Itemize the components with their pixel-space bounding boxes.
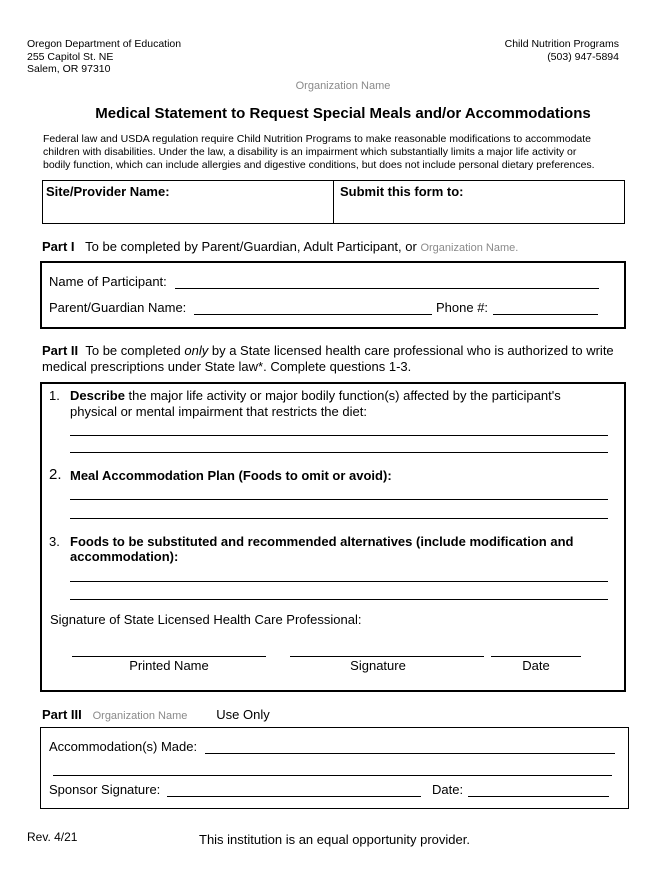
printed-name-field[interactable] xyxy=(72,656,266,657)
organization-name-placeholder: Organization Name xyxy=(295,80,391,92)
participant-label: Name of Participant: xyxy=(49,274,167,289)
q1-text xyxy=(70,388,561,403)
part2-text: To be completed xyxy=(85,343,181,358)
intro-line: Federal law and USDA regulation require Child Nutrition Programs to make reasonable modifications to accommodate xyxy=(43,133,592,145)
q1-text-line2: physical or mental impairment that restricts the diet: xyxy=(70,404,367,419)
submit-form-label: Submit this form to: xyxy=(340,184,464,199)
part3-label: Part III xyxy=(42,707,82,722)
part2-heading xyxy=(42,343,614,358)
q3-text: Foods to be substituted and recommended alternatives (include modification and xyxy=(70,534,574,549)
guardian-label: Parent/Guardian Name: xyxy=(49,300,187,315)
phone-label: Phone #: xyxy=(436,300,489,315)
part2-label: Part II xyxy=(42,343,79,358)
part2-text: by a State licensed health care professional who is authorized to write xyxy=(211,343,614,358)
revision-date: Rev. 4/21 xyxy=(27,830,78,844)
q1-describe: Describe xyxy=(70,388,125,403)
phone-field[interactable] xyxy=(493,314,598,315)
accommodations-field[interactable] xyxy=(205,753,615,754)
intro-line: bodily function, which can include allergies and digestive conditions, but does not include personal dietary preferences. xyxy=(43,159,595,171)
part1-box xyxy=(40,261,626,329)
submit-form-field[interactable] xyxy=(336,200,622,222)
q1-number: 1. xyxy=(49,388,60,403)
q3-answer-line[interactable] xyxy=(70,581,608,582)
agency-address xyxy=(27,38,181,76)
part3-use-only: Use Only xyxy=(216,707,270,722)
accommodations-label: Accommodation(s) Made: xyxy=(49,739,198,754)
part3-heading xyxy=(42,707,270,722)
q2-answer-line[interactable] xyxy=(70,499,608,500)
intro-line: children with disabilities. Under the law, a disability is an impairment which substantially limits a major life activity or xyxy=(43,146,577,158)
part1-text: To be completed by Parent/Guardian, Adult Participant, or xyxy=(85,239,417,254)
agency-name: Oregon Department of Education xyxy=(27,38,182,50)
site-submit-divider xyxy=(333,180,334,224)
sponsor-signature-field[interactable] xyxy=(167,796,421,797)
signature-field[interactable] xyxy=(290,656,484,657)
program-name: Child Nutrition Programs xyxy=(504,38,619,50)
intro-paragraph xyxy=(43,133,643,172)
q1-answer-line[interactable] xyxy=(70,435,608,436)
q3-number: 3. xyxy=(49,534,60,549)
part1-label: Part I xyxy=(42,239,75,254)
page-title: Medical Statement to Request Special Meals and/or Accommodations xyxy=(95,105,591,122)
part1-org-placeholder: Organization Name. xyxy=(420,242,519,254)
q1-answer-line[interactable] xyxy=(70,452,608,453)
agency-city: Salem, OR 97310 xyxy=(27,63,111,75)
part3-org-placeholder: Organization Name xyxy=(92,710,188,722)
site-provider-field[interactable] xyxy=(44,200,331,222)
part2-only-emphasis: only xyxy=(184,343,209,358)
q1-rest: the major life activity or major bodily function(s) affected by the participant's xyxy=(128,388,561,403)
signature-heading: Signature of State Licensed Health Care Professional: xyxy=(50,612,362,627)
q3-answer-line[interactable] xyxy=(70,599,608,600)
q3-text-line2: accommodation): xyxy=(70,549,179,564)
part1-heading xyxy=(42,239,518,254)
accommodations-field-line2[interactable] xyxy=(53,775,612,776)
signature-caption: Signature xyxy=(350,658,406,673)
q2-answer-line[interactable] xyxy=(70,518,608,519)
participant-name-field[interactable] xyxy=(175,288,599,289)
agency-street: 255 Capitol St. NE xyxy=(27,50,114,63)
q2-number: 2. xyxy=(49,466,62,483)
q2-text: Meal Accommodation Plan (Foods to omit or avoid): xyxy=(70,468,392,483)
printed-name-caption: Printed Name xyxy=(129,658,209,673)
date-caption: Date xyxy=(522,658,550,673)
part3-date-label: Date: xyxy=(432,782,464,797)
site-provider-label: Site/Provider Name: xyxy=(46,184,170,199)
program-phone: (503) 947-5894 xyxy=(547,50,619,63)
date-field[interactable] xyxy=(491,656,581,657)
part2-text-line2: medical prescriptions under State law*. Complete questions 1-3. xyxy=(42,359,412,374)
guardian-name-field[interactable] xyxy=(194,314,432,315)
sponsor-signature-label: Sponsor Signature: xyxy=(49,782,161,797)
equal-opportunity-statement: This institution is an equal opportunity provider. xyxy=(199,832,470,847)
program-info xyxy=(505,38,619,63)
part3-date-field[interactable] xyxy=(468,796,609,797)
